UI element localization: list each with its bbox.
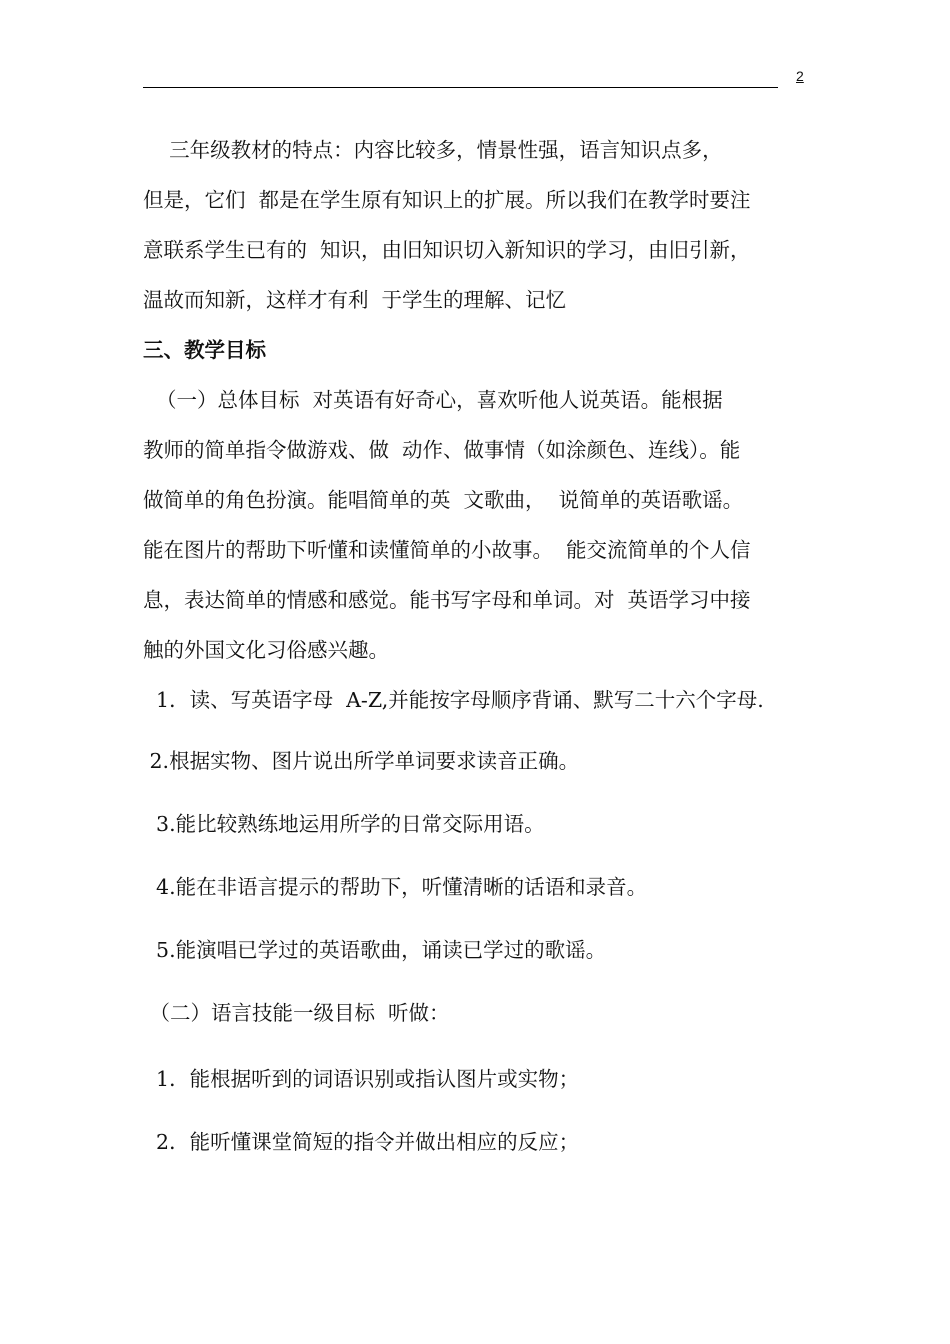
list-item: 4.能在非语言提示的帮助下，听懂清晰的话语和录音。: [143, 875, 648, 899]
paragraph-line: 能在图片的帮助下听懂和读懂简单的小故事。 能交流简单的个人信: [143, 538, 751, 562]
list-item: 3.能比较熟练地运用所学的日常交际用语。: [143, 812, 545, 836]
header-rule: [143, 87, 778, 88]
subheading: （二）语言技能一级目标 听做：: [143, 1001, 450, 1025]
paragraph-line: 三年级教材的特点：内容比较多，情景性强，语言知识点多，: [143, 138, 723, 162]
paragraph-line: （一）总体目标 对英语有好奇心，喜欢听他人说英语。能根据: [143, 388, 723, 412]
paragraph-line: 触的外国文化习俗感兴趣。: [143, 638, 389, 662]
list-item: 2．能听懂课堂简短的指令并做出相应的反应；: [143, 1130, 580, 1154]
list-item: 5.能演唱已学过的英语歌曲，诵读已学过的歌谣。: [143, 938, 607, 962]
paragraph-line: 但是，它们 都是在学生原有知识上的扩展。所以我们在教学时要注: [143, 188, 751, 212]
paragraph-line: 教师的简单指令做游戏、做 动作、做事情（如涂颜色、连线）。能: [143, 438, 741, 462]
page-number: 2: [796, 68, 804, 84]
paragraph-line: 做简单的角色扮演。能唱简单的英 文歌曲， 说简单的英语歌谣。: [143, 488, 744, 512]
section-heading: 三、教学目标: [143, 338, 266, 362]
list-item: 1．读、写英语字母 A-Z,并能按字母顺序背诵、默写二十六个字母.: [143, 688, 764, 712]
paragraph-line: 意联系学生已有的 知识，由旧知识切入新知识的学习，由旧引新，: [143, 238, 751, 262]
paragraph-line: 温故而知新，这样才有利 于学生的理解、记忆: [143, 288, 567, 312]
paragraph-line: 息，表达简单的情感和感觉。能书写字母和单词。对 英语学习中接: [143, 588, 751, 612]
list-item: 1．能根据听到的词语识别或指认图片或实物；: [143, 1067, 580, 1091]
list-item: 2.根据实物、图片说出所学单词要求读音正确。: [143, 749, 580, 773]
